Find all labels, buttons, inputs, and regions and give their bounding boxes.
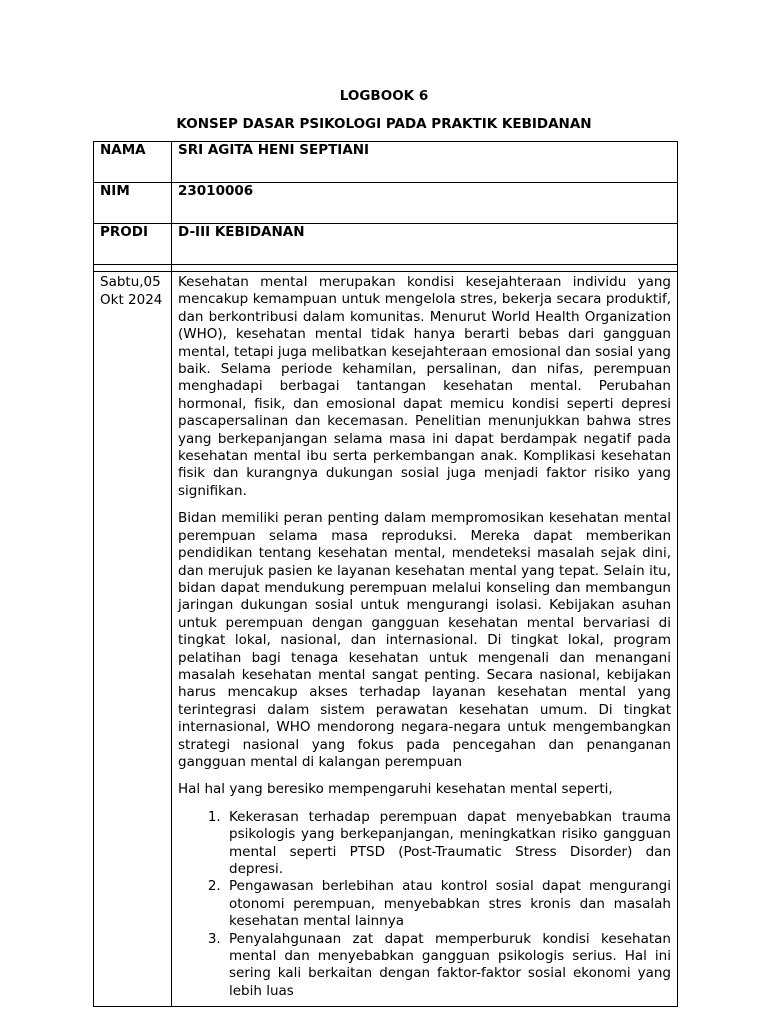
prodi-label: PRODI (94, 224, 172, 265)
nim-value: 23010006 (172, 183, 678, 224)
nim-label: NIM (94, 183, 172, 224)
row-nim (94, 183, 678, 224)
logbook-table (93, 141, 678, 1007)
list-item: 3. Penyalahgunaan zat dapat memperburuk kondisi kesehatan mental dan menyebabkan gangguan psikologis serius. Hal ini sering kali berkaitan dengan faktor-faktor sosial ekonomi yang lebih luas (225, 931, 671, 1001)
nama-value: SRI AGITA HENI SEPTIANI (172, 142, 678, 183)
entry-date: Sabtu,05 Okt 2024 (94, 272, 172, 1007)
row-nama (94, 142, 678, 183)
paragraph: Bidan memiliki peran penting dalam mempromosikan kesehatan mental perempuan selama masa reproduksi. Mereka dapat memberikan pendidikan tentang kesehatan mental, mendeteksi masalah sejak dini, dan merujuk pasien ke layanan kesehatan mental yang tepat. Selain itu, bidan dapat mendukung perempuan melalui konseling dan membangun jaringan dukungan sosial untuk mengurangi isolasi. Kebijakan asuhan untuk perempuan dengan gangguan kesehatan mental bervariasi di tingkat lokal, nasional, dan internasional. Di tingkat lokal, program pelatihan bagi tenaga kesehatan untuk mengenali dan menangani masalah kesehatan mental sangat penting. Secara nasional, kebijakan harus mencakup akses terhadap layanan kesehatan mental yang terintegrasi dalam sistem perawatan kesehatan umum. Di tingkat internasional, WHO mendorong negara-negara untuk mengembangkan strategi nasional yang fokus pada pencegahan dan penanganan gangguan mental di kalangan perempuan (178, 510, 671, 770)
spacer-cell (94, 265, 172, 272)
row-prodi (94, 224, 678, 265)
paragraph: Hal hal yang beresiko mempengaruhi kesehatan mental seperti, (178, 781, 613, 798)
row-spacer (94, 265, 678, 272)
paragraph: Kesehatan mental merupakan kondisi kesejahteraan individu yang mencakup kemampuan untuk mengelola stres, bekerja secara produktif, dan berkontribusi dalam komunitas. Menurut World Health Organization (WHO), kesehatan mental tidak hanya berarti bebas dari gangguan mental, tetapi juga melibatkan kesejahteraan emosional dan sosial yang baik. Selama periode kehamilan, persalinan, dan nifas, perempuan menghadapi berbagai tantangan kesehatan mental. Perubahan hormonal, fisik, dan emosional dapat memicu kondisi seperti depresi pascapersalinan dan kecemasan. Penelitian menunjukkan bahwa stres yang berkepanjangan selama masa ini dapat berdampak negatif pada kesehatan mental ibu serta perkembangan anak. Komplikasi kesehatan fisik dan kurangnya dukungan sosial juga menjadi faktor risiko yang signifikan. (178, 274, 671, 499)
list-item: 1. Kekerasan terhadap perempuan dapat menyebabkan trauma psikologis yang berkepanjangan, meningkatkan risiko gangguan mental seperti PTSD (Post-Traumatic Stress Disorder) dan depresi. (225, 809, 671, 879)
prodi-value: D-III KEBIDANAN (172, 224, 678, 265)
nama-label: NAMA (94, 142, 172, 183)
spacer-cell (172, 265, 678, 272)
logbook-subtitle: KONSEP DASAR PSIKOLOGI PADA PRAKTIK KEBIDANAN (176, 116, 592, 132)
entry-content (172, 272, 678, 1007)
risk-list (178, 809, 671, 1000)
row-entry (94, 272, 678, 1007)
logbook-title: LOGBOOK 6 (339, 88, 429, 104)
list-item: 2. Pengawasan berlebihan atau kontrol sosial dapat mengurangi otonomi perempuan, menyebabkan stres kronis dan masalah kesehatan mental lainnya (225, 878, 671, 930)
